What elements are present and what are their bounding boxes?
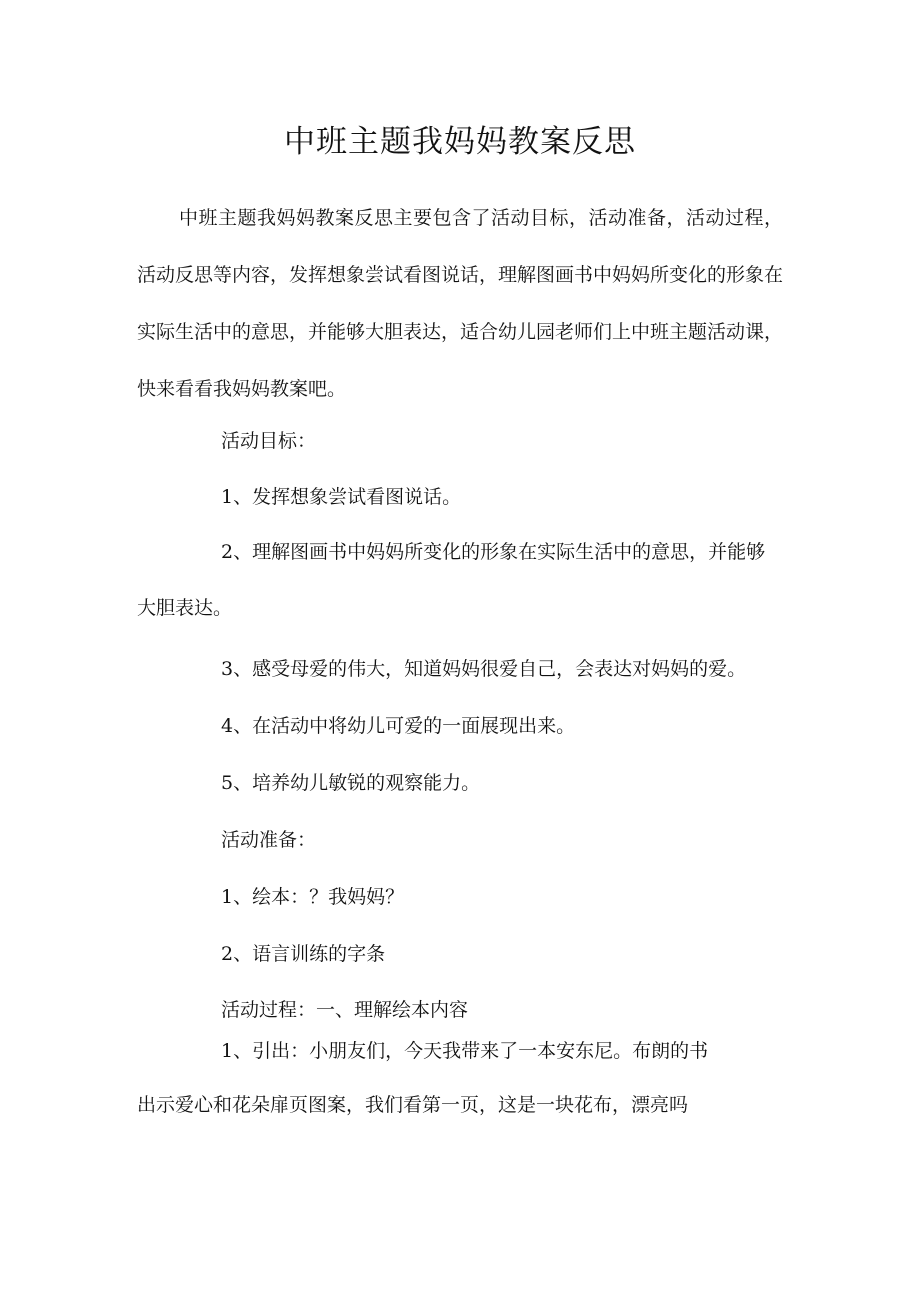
goal-item-2: 2、理解图画书中妈妈所变化的形象在实际生活中的意思，并能够大胆表达。 (137, 541, 766, 619)
prep-heading: 活动准备： (221, 829, 317, 851)
goal-item-5: 5、培养幼儿敏锐的观察能力。 (221, 772, 481, 794)
prep-item-1: 1、绘本：？我妈妈？ (221, 886, 405, 908)
process-line-1: 1、引出：小朋友们，今天我带来了一本安东尼。布朗的书 (221, 1040, 709, 1062)
intro-paragraph: 中班主题我妈妈教案反思主要包含了活动目标，活动准备，活动过程，活动反思等内容，发挥想象尝试看图说话，理解图画书中妈妈所变化的形象在实际生活中的意思，并能够大胆表达，适合幼儿园老师们上中班主题活动课，快来看看我妈妈教案吧。 (137, 207, 784, 400)
document-title: 中班主题我妈妈教案反思 (284, 124, 636, 160)
process-heading: 活动过程：一、理解绘本内容 (221, 999, 469, 1021)
process-line-2: 出示爱心和花朵扉页图案，我们看第一页，这是一块花布，漂亮吗 (137, 1094, 689, 1116)
goal-item-3: 3、感受母爱的伟大，知道妈妈很爱自己，会表达对妈妈的爱。 (221, 658, 747, 680)
prep-item-2: 2、语言训练的字条 (221, 943, 386, 965)
goal-item-1: 1、发挥想象尝试看图说话。 (221, 486, 462, 508)
goals-heading: 活动目标： (221, 430, 317, 452)
goal-item-4: 4、在活动中将幼儿可爱的一面展现出来。 (221, 715, 576, 737)
